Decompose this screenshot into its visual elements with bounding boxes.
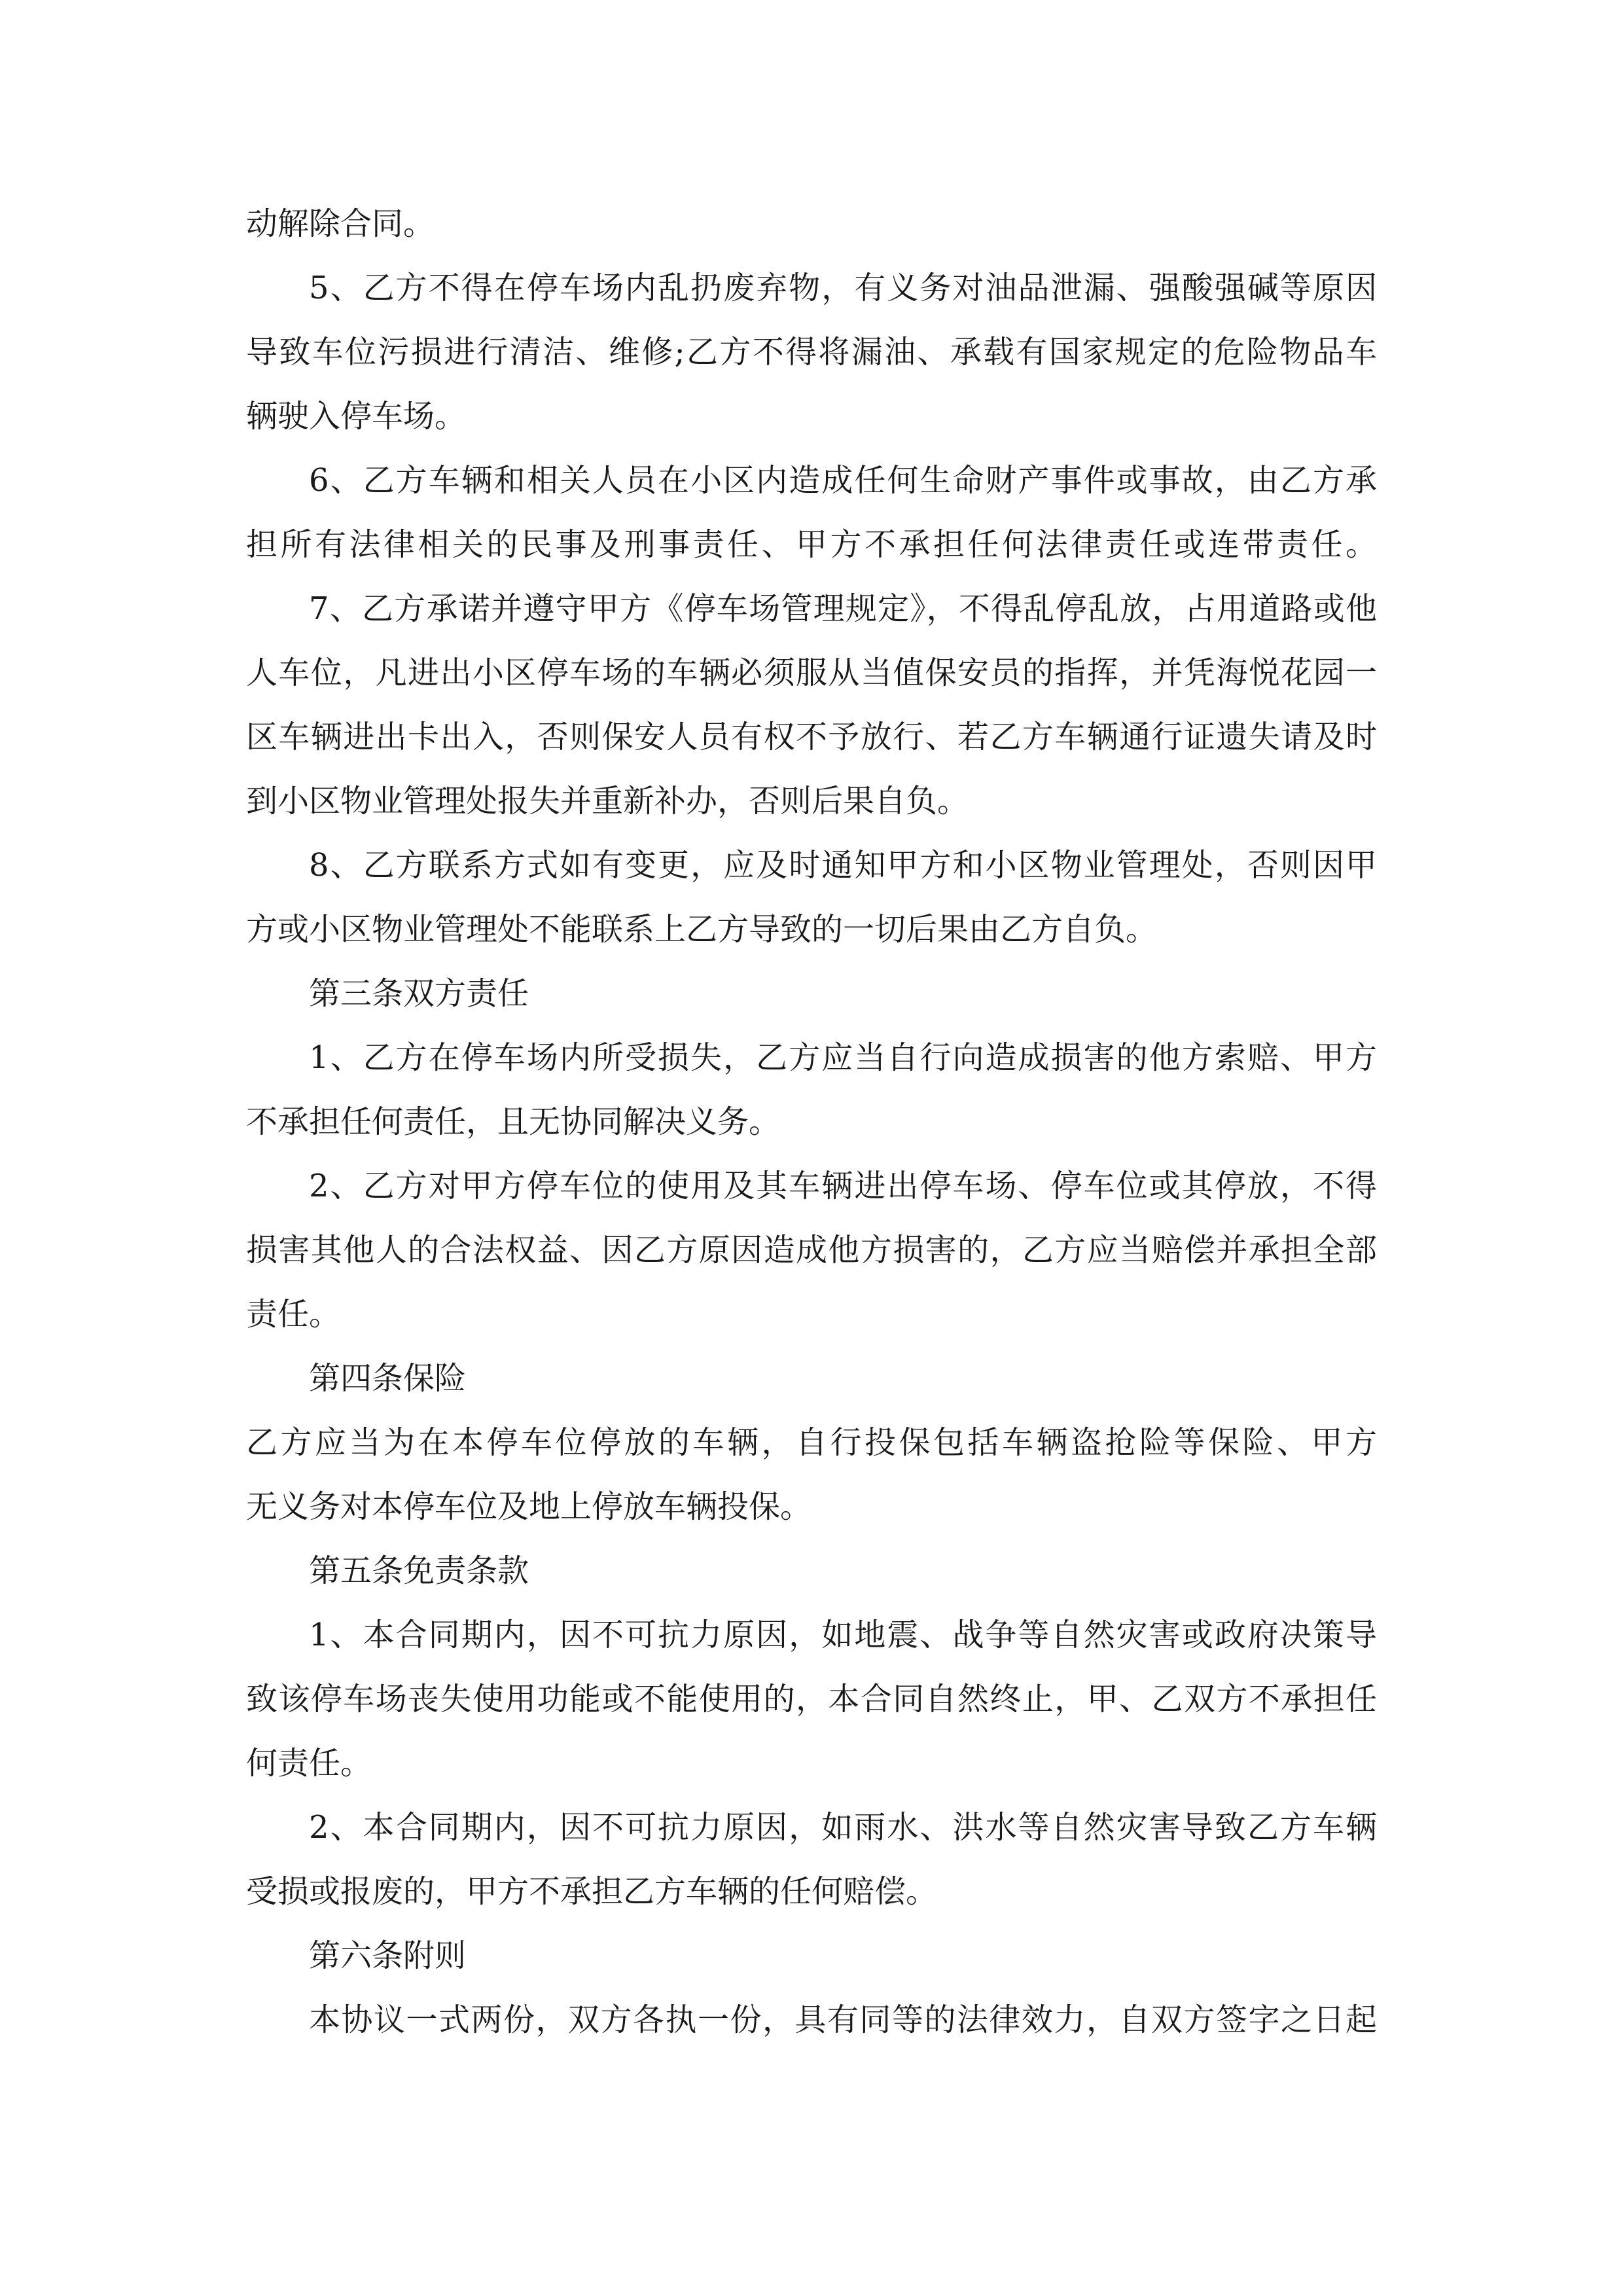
text-line: 人车位，凡进出小区停车场的车辆必须服从当值保安员的指挥，并凭海悦花园一 (246, 655, 1377, 691)
text-line: 辆驶入停车场。 (246, 398, 467, 435)
text-line: 动解除合同。 (246, 206, 435, 242)
text-line: 乙方应当为在本停车位停放的车辆，自行投保包括车辆盗抢险等保险、甲方 (246, 1424, 1377, 1461)
text-line: 区车辆进出卡出入，否则保安人员有权不予放行、若乙方车辆通行证遗失请及时 (246, 719, 1377, 755)
text-line: 到小区物业管理处报失并重新补办，否则后果自负。 (246, 783, 969, 819)
document-page (246, 192, 1377, 2052)
text-line: 损害其他人的合法权益、因乙方原因造成他方损害的，乙方应当赔偿并承担全部 (246, 1232, 1377, 1268)
text-line: 不承担任何责任，且无协同解决义务。 (246, 1103, 781, 1140)
text-line: 2、乙方对甲方停车位的使用及其车辆进出停车场、停车位或其停放，不得 (309, 1168, 1377, 1204)
text-line: 8、乙方联系方式如有变更，应及时通知甲方和小区物业管理处，否则因甲 (309, 847, 1377, 884)
text-line: 2、本合同期内，因不可抗力原因，如雨水、洪水等自然灾害导致乙方车辆 (309, 1809, 1377, 1846)
section-heading: 第六条附则 (309, 1937, 467, 1974)
text-line: 5、乙方不得在停车场内乱扔废弃物，有义务对油品泄漏、强酸强碱等原因 (309, 270, 1377, 306)
text-line: 6、乙方车辆和相关人员在小区内造成任何生命财产事件或事故，由乙方承 (309, 462, 1377, 499)
text-line: 本协议一式两份，双方各执一份，具有同等的法律效力，自双方签字之日起 (309, 2001, 1377, 2038)
text-line: 7、乙方承诺并遵守甲方《停车场管理规定》，不得乱停乱放，占用道路或他 (309, 590, 1377, 627)
text-line: 责任。 (246, 1296, 341, 1333)
text-line: 致该停车场丧失使用功能或不能使用的，本合同自然终止，甲、乙双方不承担任 (246, 1681, 1377, 1717)
text-line: 受损或报废的，甲方不承担乙方车辆的任何赔偿。 (246, 1873, 938, 1910)
text-line: 1、本合同期内，因不可抗力原因，如地震、战争等自然灾害或政府决策导 (309, 1617, 1377, 1653)
text-line: 无义务对本停车位及地上停放车辆投保。 (246, 1488, 812, 1525)
text-line: 1、乙方在停车场内所受损失，乙方应当自行向造成损害的他方索赔、甲方 (309, 1039, 1377, 1076)
text-line: 何责任。 (246, 1745, 372, 1782)
text-line: 导致车位污损进行清洁、维修;乙方不得将漏油、承载有国家规定的危险物品车 (246, 334, 1377, 370)
text-line: 担所有法律相关的民事及刑事责任、甲方不承担任何法律责任或连带责任。 (246, 526, 1377, 563)
section-heading: 第三条双方责任 (309, 975, 529, 1012)
text-line: 方或小区物业管理处不能联系上乙方导致的一切后果由乙方自负。 (246, 911, 1158, 948)
section-heading: 第四条保险 (309, 1360, 467, 1397)
section-heading: 第五条免责条款 (309, 1552, 529, 1589)
